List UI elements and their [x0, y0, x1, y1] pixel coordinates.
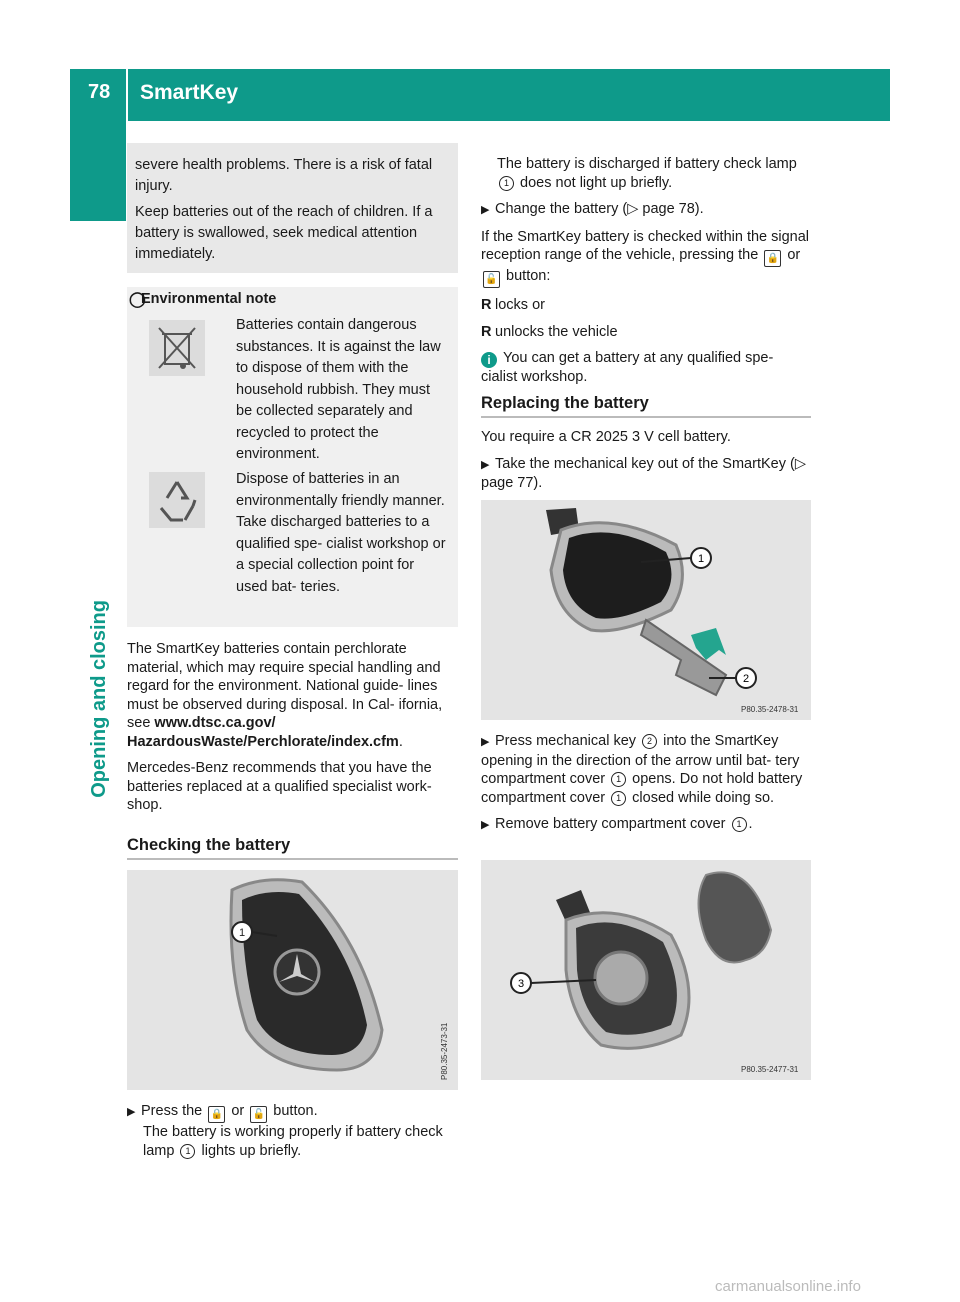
replace-intro — [481, 428, 811, 501]
unlock-icon: 🔓 — [483, 271, 500, 288]
photo2-callout-1: 1 — [697, 553, 705, 565]
warning-text-1: severe health problems. There is a risk of fatal injury. — [135, 157, 433, 194]
warning-box — [127, 143, 458, 273]
heading-rule — [127, 858, 458, 860]
photo3-code: P80.35-2477-31 — [741, 1065, 799, 1074]
step-press-key: ▶ Press mechanical key 2 into the SmartKey opening in the direction of the arrow until bat- tery compartment cover 1 opens. Do not hold battery compartment cover 1 closed while doing so. ▶ Remove battery compartment cover 1 . — [481, 732, 813, 843]
triangle-right-icon: ▶ — [127, 1106, 136, 1118]
heading-rule — [481, 416, 811, 418]
range-text: If the SmartKey battery is checked within the signal reception range of the vehicle, pressing the 🔒 or 🔓 button: — [481, 228, 811, 289]
environmental-note — [127, 287, 458, 627]
photo1-callout: 1 — [238, 927, 246, 939]
battery-requirement: You require a CR 2025 3 V cell battery. — [481, 429, 731, 445]
env-note-text-2: Dispose of batteries in an environmentally friendly manner. Take discharged batteries to a qualified spe- cialist workshop or a special collection point for used bat- teries. — [236, 471, 446, 595]
callout-2-icon: 2 — [642, 734, 657, 749]
bullet-locks: R locks or — [481, 297, 545, 313]
info-icon: i — [481, 352, 497, 368]
recommendation-paragraph: Mercedes-Benz recommends that you have the batteries replaced at a qualified specialist work- shop. — [127, 760, 432, 813]
page-ref-arrow-icon: ▷ — [794, 455, 806, 472]
right-column — [481, 155, 811, 395]
header-divider — [126, 69, 128, 121]
callout-1-icon: 1 — [611, 772, 626, 787]
discharged-text: The battery is discharged if battery check lamp 1 does not light up briefly. — [497, 156, 797, 191]
photo-remove-cover — [481, 860, 811, 1080]
photo3-callout-3: 3 — [517, 978, 525, 990]
heading-checking-battery: Checking the battery — [127, 836, 291, 854]
left-column — [127, 640, 459, 823]
lock-icon: 🔒 — [764, 250, 781, 267]
lock-icon: 🔒 — [208, 1106, 225, 1123]
page-ref-arrow-icon: ▷ — [627, 201, 639, 217]
bullet-icon: R — [481, 323, 492, 340]
bullet-unlocks: R unlocks the vehicle — [481, 323, 618, 340]
photo-insert-mechanical-key — [481, 500, 811, 720]
page-ref-77[interactable]: page 77). — [481, 475, 543, 491]
warning-text-2: Keep batteries out of the reach of children. If a battery is swallowed, seek medical attention immediately. — [135, 204, 433, 262]
unlock-icon: 🔓 — [250, 1106, 267, 1123]
step-change-battery: ▶ Change the battery (▷ page 78). — [481, 200, 811, 220]
perchlorate-paragraph: The SmartKey batteries contain perchlorate material, which may require special handling and regard for the environment. National guide- lines must be observed during disposal. In Cal- ifornia, see www.dtsc.ca.gov/ HazardousWaste/Perchlorate/index.cfm. — [127, 641, 443, 750]
callout-1-icon: 1 — [611, 791, 626, 806]
crossed-bin-icon — [149, 320, 205, 376]
photo2-code: P80.35-2478-31 — [741, 705, 799, 714]
triangle-right-icon: ▶ — [481, 736, 490, 748]
info-note: i You can get a battery at any qualified spe- cialist workshop. — [481, 350, 774, 385]
chapter-title: SmartKey — [140, 81, 239, 104]
callout-1-icon: 1 — [180, 1144, 195, 1159]
page-header — [70, 69, 890, 121]
triangle-right-icon: ▶ — [481, 458, 490, 471]
section-label: Opening and closing — [88, 600, 110, 798]
step-take-key: ▶ Take the mechanical key out of the SmartKey (▷ page 77). — [481, 455, 806, 491]
sidebar-tab — [70, 121, 126, 221]
page-ref-78[interactable]: page 78). — [642, 201, 704, 217]
photo2-callout-2: 2 — [742, 673, 750, 685]
env-note-heading: ◯ Environmental note — [129, 291, 277, 308]
triangle-right-icon: ▶ — [481, 204, 490, 216]
page-number: 78 — [88, 81, 111, 103]
dtsc-link[interactable]: www.dtsc.ca.gov/ HazardousWaste/Perchlorate/index.cfm — [127, 715, 399, 750]
lightbulb-icon: ◯ — [129, 291, 146, 308]
env-note-text-1: Batteries contain dangerous substances. It is against the law to dispose of them with the household rubbish. They must be collected separately and recycled to protect the environment. — [236, 317, 441, 462]
callout-1-icon: 1 — [499, 176, 514, 191]
photo-key-check-lamp — [127, 870, 458, 1090]
photo1-code: P80.35-2473-31 — [440, 1022, 449, 1080]
recycle-icon — [149, 472, 205, 528]
heading-replacing-battery: Replacing the battery — [481, 394, 649, 412]
step-press-button: ▶ Press the 🔒 or 🔓 button. The battery is working properly if battery check lamp 1 lights up briefly. — [127, 1103, 443, 1159]
triangle-right-icon: ▶ — [481, 819, 490, 831]
footer-watermark: carmanualsonline.info — [715, 1278, 861, 1295]
bullet-icon: R — [481, 297, 492, 313]
callout-1-icon: 1 — [732, 817, 747, 832]
